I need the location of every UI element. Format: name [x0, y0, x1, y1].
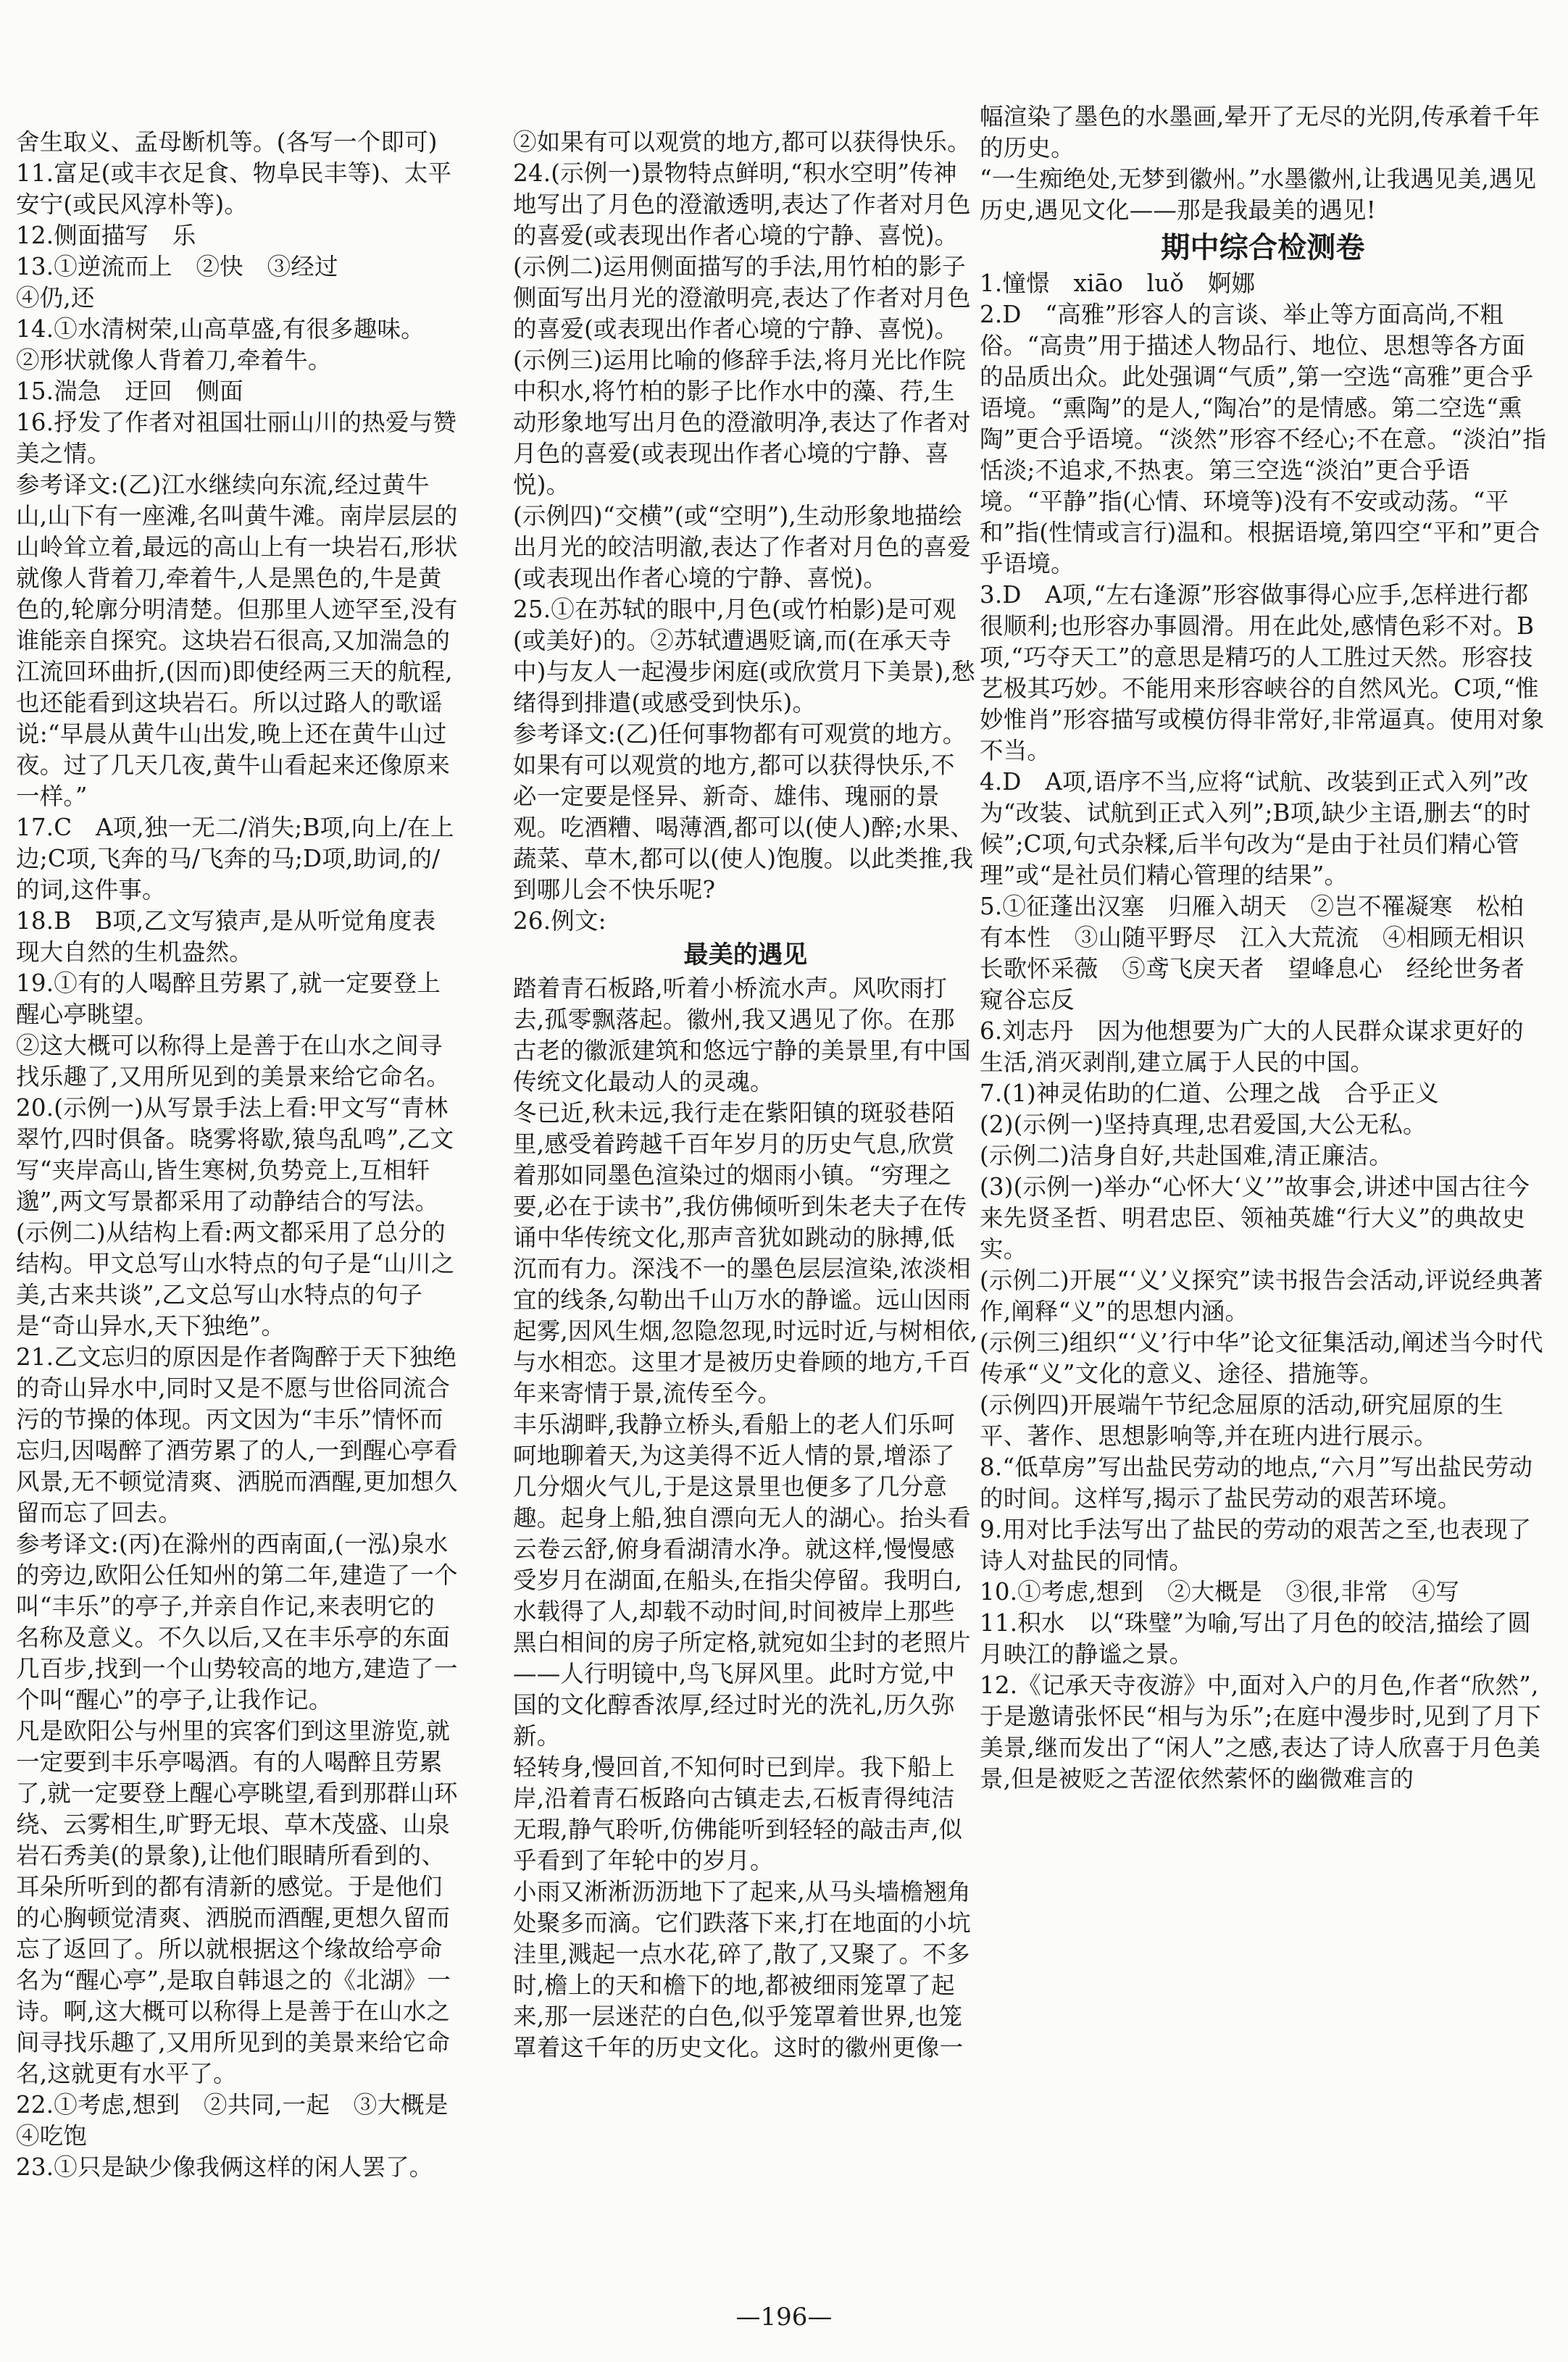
answer-item: 2.D “高雅”形容人的言谈、举止等方面高尚,不粗俗。“高贵”用于描述人物品行、地位、思想等各方面的品质出众。此处强调“气质”,第一空选“高雅”更合乎语境。“熏陶”的是人,“陶冶”的是情感。第二空选“熏陶”更合乎语境。“淡然”形容不经心;不在意。“淡泊”指恬淡;不追求,不热衷。第三空选“淡泊”更合乎语境。“平静”指(心情、环境等)没有不安或动荡。“平和”指(性情或言行)温和。根据语境,第四空“平和”更合乎语境。 [980, 301, 1546, 577]
answer-item: 19.①有的人喝醉且劳累了,就一定要登上醒心亭眺望。 [16, 969, 441, 1028]
answer-item: 8.“低草房”写出盐民劳动的地点,“六月”写出盐民劳动的时间。这样写,揭示了盐民劳动的艰苦环境。 [980, 1453, 1533, 1512]
answer-item: 21.乙文忘归的原因是作者陶醉于天下独绝的奇山异水中,同时又是不愿与世俗同流合污的节操的体现。丙文因为“丰乐”情怀而忘归,因喝醉了酒劳累了的人,一到醒心亭看风景,无不顿觉清爽、洒脱而酒醒,更加想久留而忘了回去。 [16, 1343, 458, 1527]
answer-item: 5.①征蓬出汉塞 归雁入胡天 ②岂不罹凝寒 松柏有本性 ③山随平野尽 江入大荒流 ④相顾无相识 长歌怀采薇 ⑤鸢飞戾天者 望峰息心 经纶世务者 窥谷忘反 [980, 893, 1548, 1014]
answer-item: 小雨又淅淅沥沥地下了起来,从马头墙檐翘角处聚多而滴。它们跌落下来,打在地面的小坑洼里,溅起一点水花,碎了,散了,又聚了。不多时,檐上的天和檐下的地,都被细雨笼罩了起来,那一层迷茫的白色,似乎笼罩着世界,也笼罩着这千年的历史文化。这时的徽州更像一 [513, 1878, 971, 2061]
answer-item: 15.湍急 迂回 侧面 [16, 377, 243, 405]
answer-item: 17.C A项,独一无二/消失;B项,向上/在上边;C项,飞奔的马/飞奔的马;D项,助词,的/的词,这件事。 [16, 814, 454, 904]
answer-item: 11.积水 以“珠璧”为喻,写出了月色的皎洁,描绘了圆月映江的静谧之景。 [980, 1609, 1531, 1668]
answer-item: 9.用对比手法写出了盐民的劳动的艰苦之至,也表现了诗人对盐民的同情。 [980, 1516, 1532, 1574]
answer-item: 3.D A项,“左右逢源”形容做事得心应手,怎样进行都很顺利;也形容办事圆滑。用在此处,感情色彩不对。B项,“巧夺天工”的意思是精巧的人工胜过天然。形容技艺极其巧妙。不能用来形容峡谷的自然风光。C项,“惟妙惟肖”形容描写或模仿得非常好,非常逼真。使用对象不当。 [980, 581, 1545, 764]
answer-item: ②这大概可以称得上是善于在山水之间寻找乐趣了,又用所见到的美景来给它命名。 [16, 1032, 451, 1090]
answer-item: ④仍,还 [16, 284, 95, 312]
answer-item: 22.①考虑,想到 ②共同,一起 ③大概是 ④吃饱 [16, 2091, 472, 2150]
answer-item: 26.例文: [513, 907, 606, 935]
answer-item: (示例四)“交横”(或“空明”),生动形象地描绘出月光的皎洁明澈,表达了作者对月色的喜爱(或表现出作者心境的宁静、喜悦)。 [513, 502, 971, 592]
answer-item: (示例三)组织“‘义’行中华”论文征集活动,阐述当今时代传承“义”文化的意义、途径、措施等。 [980, 1329, 1543, 1387]
answer-column-right [980, 101, 1546, 2275]
answer-item: 24.(示例一)景物特点鲜明,“积水空明”传神地写出了月色的澄澈透明,表达了作者对月色的喜爱(或表现出作者心境的宁静、喜悦)。 [513, 159, 971, 249]
answer-item: 23.①只是缺少像我俩这样的闲人罢了。 [16, 2153, 433, 2181]
answer-item: 18.B B项,乙文写猿声,是从听觉角度表现大自然的生机盎然。 [16, 907, 436, 966]
answer-item: (示例三)运用比喻的修辞手法,将月光比作院中积水,将竹柏的影子比作水中的藻、荇,生动形象地写出月色的澄澈明净,表达了作者对月色的喜爱(或表现出作者心境的宁静、喜悦)。 [513, 346, 971, 498]
answer-item: 14.①水清树荣,山高草盛,有很多趣味。 [16, 315, 425, 343]
answer-column-middle [513, 127, 978, 2300]
page-number: —196— [735, 2303, 833, 2332]
answer-item: 20.(示例一)从写景手法上看:甲文写“青林翠竹,四时俱备。晓雾将歇,猿鸟乱鸣”,乙文写“夹岸高山,皆生寒树,负势竞上,互相轩邈”,两文写景都采用了动静结合的写法。 [16, 1094, 454, 1215]
answer-item: (示例二)从结构上看:两文都采用了总分的结构。甲文总写山水特点的句子是“山川之美,古来共谈”,乙文总写山水特点的句子是“奇山异水,天下独绝”。 [16, 1219, 455, 1340]
answer-item: 10.①考虑,想到 ②大概是 ③很,非常 ④写 [980, 1578, 1459, 1606]
answer-item: ②如果有可以观赏的地方,都可以获得快乐。 [513, 128, 971, 156]
answer-item: (示例四)开展端午节纪念屈原的活动,研究屈原的生平、著作、思想影响等,并在班内进行展示。 [980, 1391, 1504, 1450]
answer-item: 幅渲染了墨色的水墨画,晕开了无尽的光阴,传承着千年的历史。 [980, 103, 1540, 162]
answer-item: (3)(示例一)举办“心怀大‘义’”故事会,讲述中国古往今来先贤圣哲、明君忠臣、领袖英雄“行大义”的典故史实。 [980, 1173, 1530, 1263]
answer-item: 冬已近,秋未远,我行走在紫阳镇的斑驳巷陌里,感受着跨越千百年岁月的历史气息,欣赏着那如同墨色渲染过的烟雨小镇。“穷理之要,必在于读书”,我仿佛倾听到朱老夫子在传诵中华传统文化,那声音犹如跳动的脉搏,低沉而有力。深浅不一的墨色层层渲染,浓淡相宜的线条,勾勒出千山万水的静谧。远山因雨起雾,因风生烟,忽隐忽现,时远时近,与树相依,与水相恋。这里才是被历史眷顾的地方,千百年来寄情于景,流传至今。 [513, 1099, 978, 1407]
answer-item: 12.《记承天寺夜游》中,面对入户的月色,作者“欣然”,于是邀请张怀民“相与为乐”;在庭中漫步时,见到了月下美景,继而发出了“闲人”之感,表达了诗人欣喜于月色美景,但是被贬之苦涩依然萦怀的幽微难言的 [980, 1672, 1541, 1793]
answer-item: 7.(1)神灵佑助的仁道、公理之战 合乎正义 [980, 1080, 1439, 1107]
answer-item: (示例二)开展“‘义’义探究”读书报告会活动,评说经典著作,阐释“义”的思想内涵。 [980, 1266, 1543, 1325]
answer-item: (2)(示例一)坚持真理,忠君爱国,大公无私。 [980, 1111, 1427, 1138]
answer-item: (示例二)运用侧面描写的手法,用竹柏的影子侧面写出月光的澄澈明亮,表达了作者对月色的喜爱(或表现出作者心境的宁静、喜悦)。 [513, 253, 971, 343]
answer-item: 25.①在苏轼的眼中,月色(或竹柏影)是可观(或美好)的。②苏轼遭遇贬谪,而(在承天寺中)与友人一起漫步闲庭(或欣赏月下美景),愁绪得到排遣(或感受到快乐)。 [513, 596, 975, 717]
answer-item: ②形状就像人背着刀,牵着牛。 [16, 346, 332, 374]
answer-item: 丰乐湖畔,我静立桥头,看船上的老人们乐呵呵地聊着天,为这美得不近人情的景,增添了几分烟火气儿,于是这景里也便多了几分意趣。起身上船,独自漂向无人的湖心。抬头看云卷云舒,俯身看湖清水净。就这样,慢慢感受岁月在湖面,在船头,在指尖停留。我明白,水载得了人,却载不动时间,时间被岸上那些黑白相间的房子所定格,就宛如尘封的老照片——人行明镜中,鸟飞屏风里。此时方觉,中国的文化醇香浓厚,经过时光的洗礼,历久弥新。 [513, 1411, 971, 1750]
answer-item: (示例二)洁身自好,共赴国难,清正廉洁。 [980, 1142, 1393, 1169]
answer-item: “一生痴绝处,无梦到徽州。”水墨徽州,让我遇见美,遇见历史,遇见文化——那是我最美的遇见! [980, 165, 1537, 224]
answer-item: 12.侧面描写 乐 [16, 222, 196, 249]
answer-item: 13.①逆流而上 ②快 ③经过 [16, 253, 338, 280]
answer-item: 4.D A项,语序不当,应将“试航、改装到正式入列”改为“改装、试航到正式入列”;B项,缺少主语,删去“的时候”;C项,句式杂糅,后半句改为“是由于社员们精心管理”或“是社员们精心管理的结果”。 [980, 768, 1531, 889]
answer-column-left [16, 127, 472, 2300]
answer-item: 参考译文:(丙)在滁州的西南面,(一泓)泉水的旁边,欧阳公任知州的第二年,建造了一个叫“丰乐”的亭子,并亲自作记,来表明它的名称及意义。不久以后,又在丰乐亭的东面几百步,找到一个山势较高的地方,建造了一个叫“醒心”的亭子,让我作记。 [16, 1530, 458, 1714]
answer-item: 11.富足(或丰衣足食、物阜民丰等)、太平安宁(或民风淳朴等)。 [16, 159, 452, 218]
answer-item: 参考译文:(乙)任何事物都有可观赏的地方。如果有可以观赏的地方,都可以获得快乐,不必一定要是怪异、新奇、雄伟、瑰丽的景观。吃酒糟、喝薄酒,都可以(使人)醉;水果、蔬菜、草木,都可以(使人)饱腹。以此类推,我到哪儿会不快乐呢? [513, 720, 975, 904]
answer-item: 轻转身,慢回首,不知何时已到岸。我下船上岸,沿着青石板路向古镇走去,石板青得纯洁无瑕,静气聆听,仿佛能听到轻轻的敲击声,似乎看到了年轮中的岁月。 [513, 1753, 963, 1874]
answer-item: 16.抒发了作者对祖国壮丽山川的热爱与赞美之情。 [16, 409, 457, 467]
answer-item: 参考译文:(乙)江水继续向东流,经过黄牛山,山下有一座滩,名叫黄牛滩。南岸层层的山岭耸立着,最远的高山上有一块岩石,形状就像人背着刀,牵着牛,人是黑色的,牛是黄色的,轮廓分明清楚。但那里人迹罕至,没有谁能亲自探究。这块岩石很高,又加湍急的江流回环曲折,(因而)即使经两三天的航程,也还能看到这块岩石。所以过路人的歌谣说:“早晨从黄牛山出发,晚上还在黄牛山过夜。过了几天几夜,黄牛山看起来还像原来一样。” [16, 471, 458, 810]
answer-item: 1.憧憬 xiāo luǒ 婀娜 [980, 270, 1256, 297]
answer-item: 舍生取义、孟母断机等。(各写一个即可) [16, 128, 438, 156]
answer-item: 6.刘志丹 因为他想要为广大的人民群众谋求更好的生活,消灭剥削,建立属于人民的中国。 [980, 1017, 1524, 1076]
essay-title: 最美的遇见 [683, 940, 808, 969]
answer-item: 凡是欧阳公与州里的宾客们到这里游览,就一定要到丰乐亭喝酒。有的人喝醉且劳累了,就一定要登上醒心亭眺望,看到那群山环绕、云雾相生,旷野无垠、草木茂盛、山泉岩石秀美(的景象),让他们眼睛所看到的、耳朵所听到的都有清新的感觉。于是他们的心胸顿觉清爽、洒脱而酒醒,更想久留而忘了返回了。所以就根据这个缘故给亭命名为“醒心亭”,是取自韩退之的《北湖》一诗。啊,这大概可以称得上是善于在山水之间寻找乐趣了,又用所见到的美景来给它命名,这就更有水平了。 [16, 1717, 458, 2087]
answer-item: 踏着青石板路,听着小桥流水声。风吹雨打去,孤零飘落起。徽州,我又遇见了你。在那古老的徽派建筑和悠远宁静的美景里,有中国传统文化最动人的灵魂。 [513, 975, 971, 1096]
section-title: 期中综合检测卷 [1161, 231, 1365, 264]
